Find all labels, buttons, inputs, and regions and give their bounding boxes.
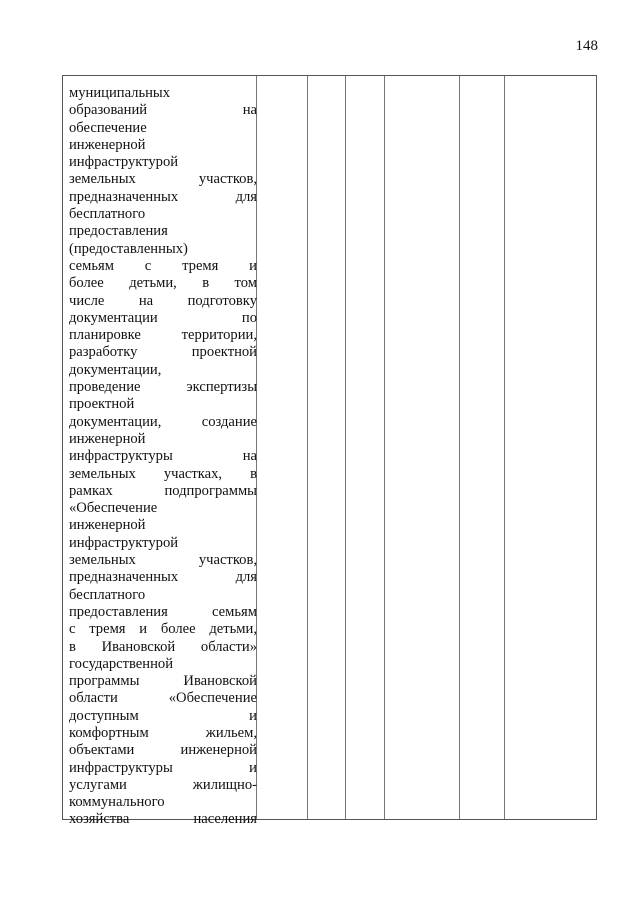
text-line: инженерной [69, 136, 146, 153]
text-line: программы Ивановской [69, 673, 257, 690]
text-line: предоставления [69, 223, 168, 240]
text-line: в Ивановской области» [69, 638, 257, 655]
text-line: бесплатного [69, 586, 146, 603]
text-line: разработку проектной [69, 344, 257, 361]
description-cell [69, 85, 257, 829]
text-line: предназначенных для [69, 569, 257, 586]
text-line: инфраструктурой [69, 154, 179, 171]
text-line: доступным и [69, 707, 257, 724]
text-line: инфраструктуры на [69, 448, 257, 465]
text-line: коммунального [69, 794, 165, 811]
text-line: числе на подготовку [69, 292, 257, 309]
text-line: инфраструктуры и [69, 759, 257, 776]
text-line: бесплатного [69, 206, 146, 223]
column-divider [459, 76, 460, 819]
column-divider [384, 76, 385, 819]
text-line: проектной [69, 396, 135, 413]
text-line: документации, [69, 361, 162, 378]
text-line: с тремя и более детьми, [69, 621, 257, 638]
column-divider [307, 76, 308, 819]
data-table [62, 75, 597, 828]
text-line: объектами инженерной [69, 742, 257, 759]
text-line: образований на [69, 102, 257, 119]
text-line: муниципальных [69, 85, 171, 101]
text-line: услугами жилищно- [69, 776, 257, 793]
text-line: «Обеспечение [69, 500, 158, 517]
text-line: земельных участков, [69, 171, 257, 188]
text-line: области «Обеспечение [69, 690, 257, 707]
text-line: предназначенных для [69, 188, 257, 205]
column-divider [504, 76, 505, 819]
text-line: инженерной [69, 430, 146, 447]
text-line: хозяйства населения [69, 811, 257, 828]
text-line: комфортным жильем, [69, 724, 257, 741]
page-number: 148 [575, 38, 598, 54]
text-line: более детьми, в том [69, 275, 257, 292]
text-line: семьям с тремя и [69, 257, 257, 274]
text-line: проведение экспертизы [69, 379, 257, 396]
text-line: инженерной [69, 517, 146, 534]
text-line: земельных участках, в [69, 465, 257, 482]
text-line: планировке территории, [69, 327, 257, 344]
text-line: земельных участков, [69, 552, 257, 569]
text-line: документации по [69, 309, 257, 326]
text-line: предоставления семьям [69, 603, 257, 620]
text-line: документации, создание [69, 413, 257, 430]
text-line: (предоставленных) [69, 240, 188, 257]
column-divider [345, 76, 346, 819]
text-line: обеспечение [69, 119, 147, 136]
text-line: рамках подпрограммы [69, 482, 257, 499]
text-line: государственной [69, 655, 174, 672]
text-line: инфраструктурой [69, 534, 179, 551]
